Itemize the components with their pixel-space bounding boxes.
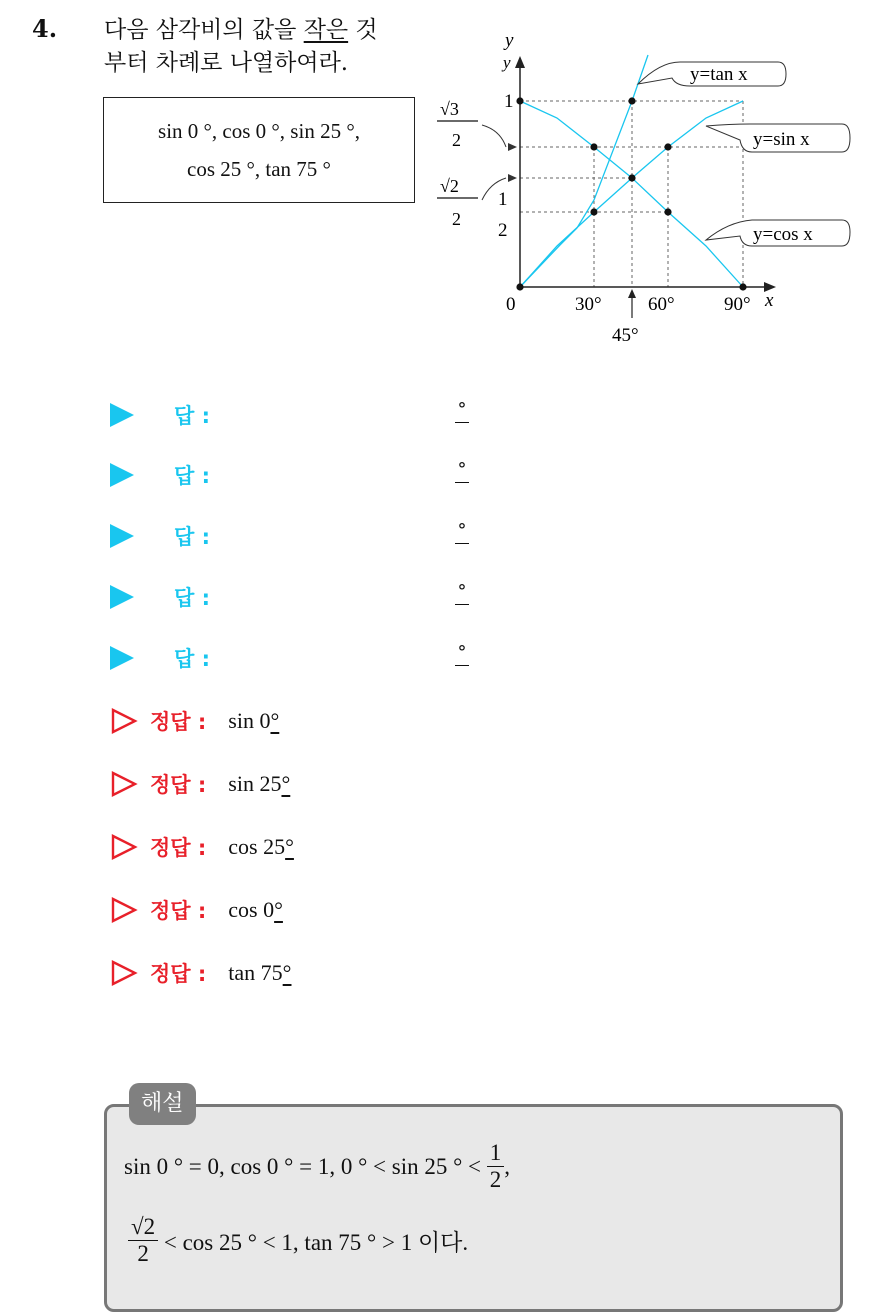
solution-tag: 해설	[129, 1083, 196, 1125]
answer-arrow-icon	[110, 524, 134, 548]
solution-fraction-half: $\frac{1}{2}$	[487, 1140, 505, 1193]
answer-arrow-icon	[110, 646, 134, 670]
question-text-line2: 부터 차례로 나열하여라.	[104, 50, 349, 76]
expression-line2: cos 25 °, tan 75 °	[187, 157, 331, 181]
correct-answer-row-3	[110, 827, 294, 867]
point-sin60	[664, 143, 671, 150]
question-text-underlined: 작은	[303, 17, 349, 43]
correct-label: 정답 :	[150, 773, 207, 797]
correct-label: 정답 :	[150, 899, 207, 923]
y-axis-arrow-icon	[515, 56, 525, 68]
tan-label: y=tan x	[690, 64, 748, 85]
correct-answer-value: cos 0°	[228, 897, 283, 922]
x-axis-label: x	[765, 290, 774, 311]
y-tick-half-den: 2	[498, 220, 508, 241]
correct-answer-row-1	[110, 701, 279, 741]
answer-arrow-icon	[110, 463, 134, 487]
correct-answer-value: sin 0°	[228, 708, 280, 733]
point-45	[628, 174, 635, 181]
point-origin	[516, 283, 523, 290]
x-tick-30: 30°	[575, 294, 602, 315]
y-tick-half-num: 1	[498, 189, 508, 210]
answer-label: 답 :	[174, 586, 210, 610]
point-cos60	[664, 208, 671, 215]
point-sin30	[590, 208, 597, 215]
y-label-top: y	[505, 30, 514, 51]
answer-row-2	[110, 457, 210, 493]
answer-arrow-icon	[110, 403, 134, 427]
answer-input-1[interactable]: °	[455, 402, 469, 423]
sqrt2-pointer-icon	[508, 174, 517, 182]
question-text	[104, 14, 378, 80]
sqrt3-pointer-icon	[508, 143, 517, 151]
45-pointer-icon	[628, 289, 636, 298]
correct-answer-row-5	[110, 953, 291, 993]
answer-input-5[interactable]: °	[455, 645, 469, 666]
x-tick-45: 45°	[612, 325, 639, 346]
correct-arrow-icon	[110, 896, 138, 924]
correct-arrow-icon	[110, 959, 138, 987]
correct-label: 정답 :	[150, 962, 207, 986]
tan-curve	[520, 55, 648, 287]
answer-input-2[interactable]: °	[455, 462, 469, 483]
answer-label: 답 :	[174, 464, 210, 488]
point-cos0	[516, 97, 523, 104]
correct-answer-value: tan 75°	[228, 960, 292, 985]
expression-line1: sin 0 °, cos 0 °, sin 25 °,	[158, 119, 360, 143]
answer-row-1	[110, 397, 210, 433]
correct-answer-row-2	[110, 764, 290, 804]
cos-label: y=cos x	[753, 224, 813, 245]
answer-label: 답 :	[174, 525, 210, 549]
x-tick-0: 0	[506, 294, 516, 315]
point-90	[739, 283, 746, 290]
x-tick-60: 60°	[648, 294, 675, 315]
answer-row-4	[110, 579, 210, 615]
y-tick-sqrt2-den: 2	[452, 209, 461, 229]
expression-box	[103, 97, 415, 203]
answer-label: 답 :	[174, 647, 210, 671]
question-text-part1: 다음 삼각비의 값을	[104, 17, 304, 43]
trig-graph	[420, 20, 880, 360]
y-axis-label: y	[503, 53, 511, 72]
y-tick-1: 1	[504, 91, 514, 112]
solution-line-1: sin 0 ° = 0, cos 0 ° = 1, 0 ° < sin 25 ° < $\frac{1}{2}$ ,	[124, 1140, 511, 1192]
y-tick-sqrt3-den: 2	[452, 130, 461, 150]
correct-arrow-icon	[110, 707, 138, 735]
y-tick-sqrt2-num: √2	[440, 176, 459, 196]
answer-row-3	[110, 518, 210, 554]
correct-answer-value: sin 25°	[228, 771, 291, 796]
x-tick-90: 90°	[724, 294, 751, 315]
correct-label: 정답 :	[150, 710, 207, 734]
answer-row-5	[110, 640, 210, 676]
question-number: 4.	[32, 14, 58, 43]
correct-answer-value: cos 25°	[228, 834, 294, 859]
point-tan45	[628, 97, 635, 104]
correct-arrow-icon	[110, 833, 138, 861]
solution-line-2: $\frac{√2}{2}$ < cos 25 ° < 1, tan 75 ° > 1 이다.	[128, 1214, 468, 1267]
correct-answer-row-4	[110, 890, 283, 930]
y-tick-sqrt3-num: √3	[440, 99, 459, 119]
answer-input-4[interactable]: °	[455, 584, 469, 605]
correct-label: 정답 :	[150, 836, 207, 860]
solution-box	[104, 1104, 843, 1312]
answer-arrow-icon	[110, 585, 134, 609]
answer-input-3[interactable]: °	[455, 523, 469, 544]
sin-label: y=sin x	[753, 129, 810, 150]
question-text-part2: 것	[348, 17, 378, 43]
point-cos30	[590, 143, 597, 150]
answer-label: 답 :	[174, 404, 210, 428]
correct-arrow-icon	[110, 770, 138, 798]
solution-fraction-sqrt2: $\frac{√2}{2}$	[128, 1214, 158, 1267]
